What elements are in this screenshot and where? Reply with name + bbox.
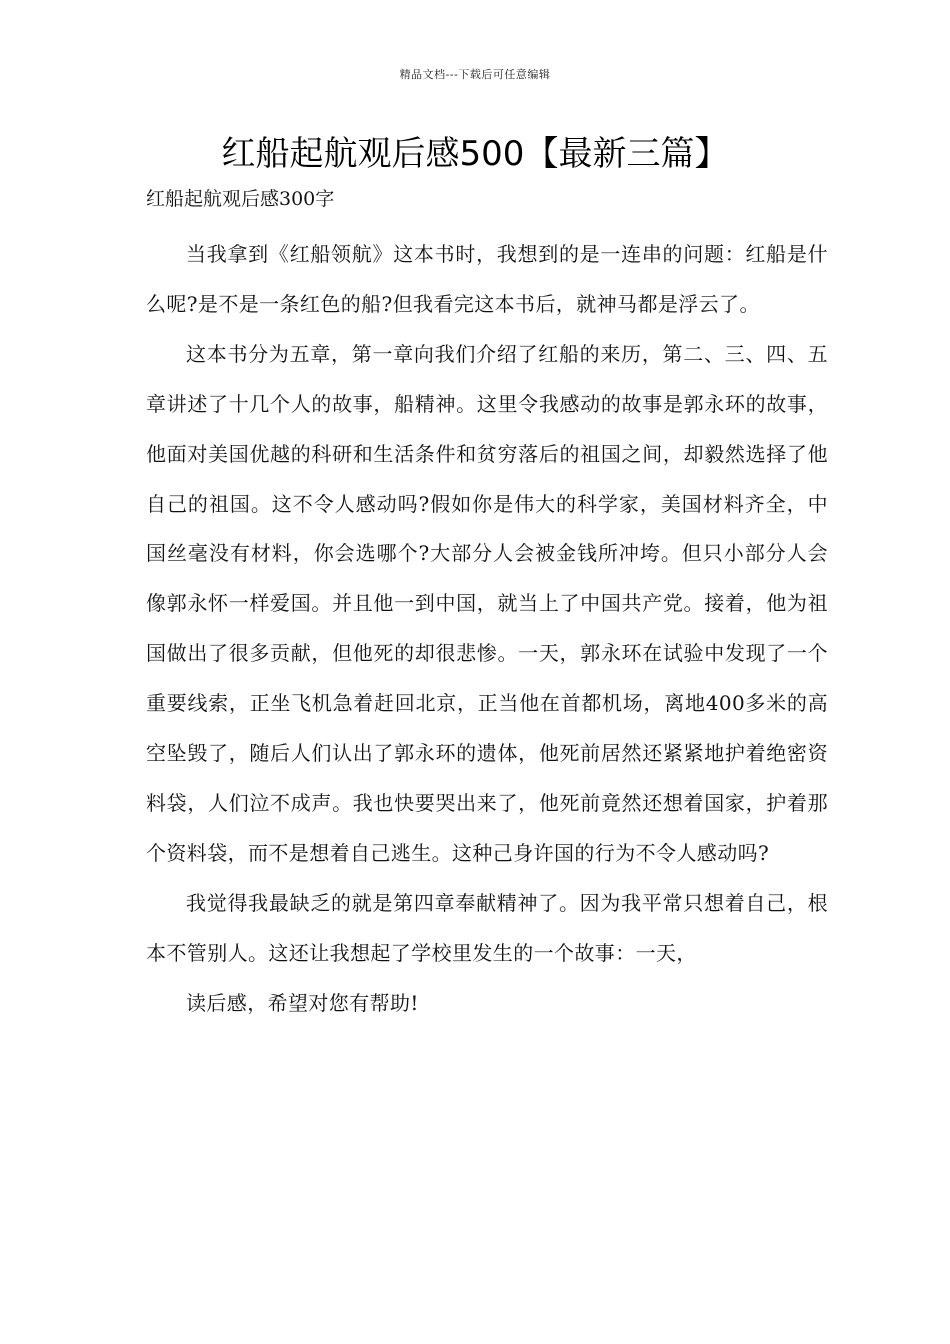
body-text — [146, 230, 828, 1029]
paragraph: 读后感，希望对您有帮助! — [186, 990, 419, 1015]
header-note: 精品文档---下载后可任意编辑 — [399, 68, 551, 81]
paragraph: 我觉得我最缺乏的就是第四章奉献精神了。因为我平常只想着自己，根本不管别人。这还让我想起了学校里发生的一个故事：一天， — [146, 890, 828, 965]
paragraph: 当我拿到《红船领航》这本书时，我想到的是一连串的问题：红船是什么呢?是不是一条红色的船?但我看完这本书后，就神马都是浮云了。 — [146, 242, 828, 316]
document-title: 红船起航观后感500【最新三篇】 — [221, 134, 729, 174]
paragraph: 这本书分为五章，第一章向我们介绍了红船的来历，第二、三、四、五章讲述了十几个人的故事，船精神。这里令我感动的故事是郭永环的故事，他面对美国优越的科研和生活条件和贫穷落后的祖国之间，却毅然选择了他自己的祖国。这不令人感动吗?假如你是伟大的科学家，美国材料齐全，中国丝毫没有材料，你会选哪个?大部分人会被金钱所冲垮。但只小部分人会像郭永怀一样爱国。并且他一到中国，就当上了中国共产党。接着，他为祖国做出了很多贡献，但他死的却很悲惨。一天，郭永环在试验中发现了一个重要线索，正坐飞机急着赶回北京，正当他在首都机场，离地400多米的高空坠毁了，随后人们认出了郭永环的遗体，他死前居然还紧紧地护着绝密资料袋，人们泣不成声。我也快要哭出来了，他死前竟然还想着国家，护着那个资料袋，而不是想着自己逃生。这种己身许国的行为不令人感动吗? — [146, 341, 828, 865]
section-subtitle: 红船起航观后感300字 — [146, 188, 335, 210]
